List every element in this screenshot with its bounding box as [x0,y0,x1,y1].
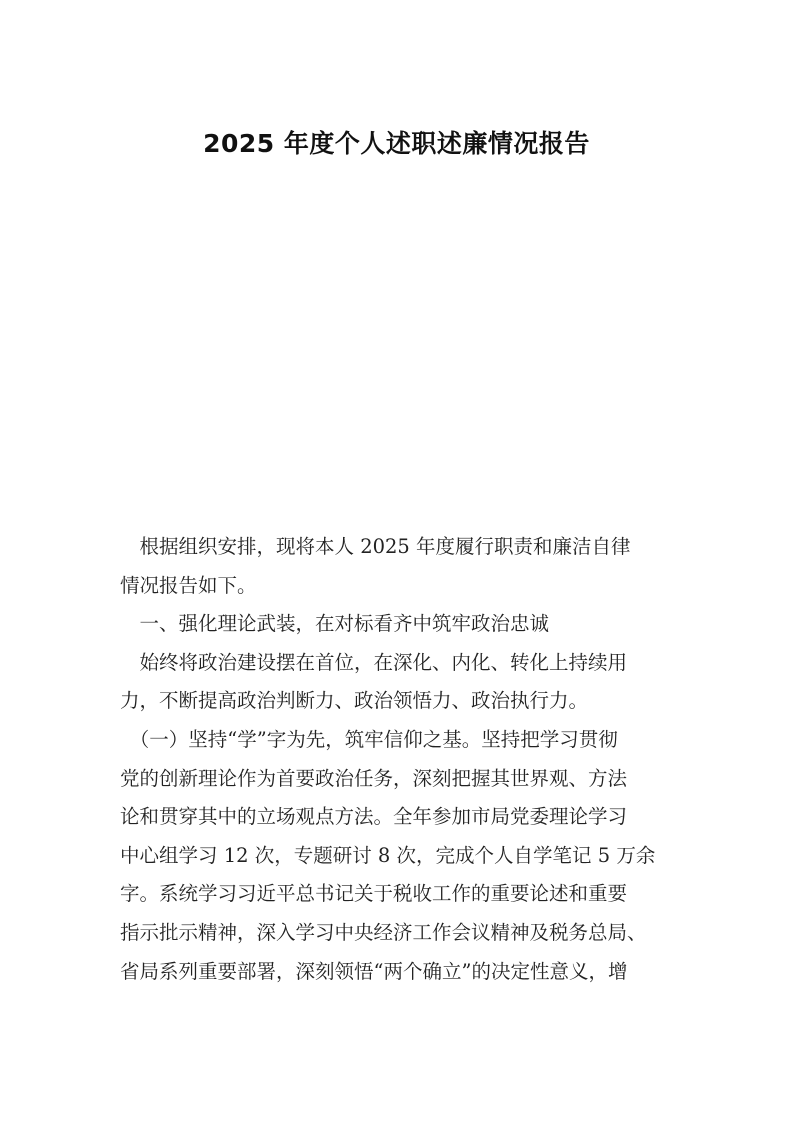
document-body [120,528,680,991]
body-line: 力，不断提高政治判断力、政治领悟力、政治执行力。 [120,689,589,713]
body-line: 情况报告如下。 [120,573,257,597]
body-line: 省局系列重要部署，深刻领悟“两个确立”的决定性意义，增 [120,959,628,983]
body-line: 中心组学习 12 次，专题研讨 8 次，完成个人自学笔记 5 万余 [120,843,656,867]
section-heading: 一、强化理论武装，在对标看齐中筑牢政治忠诚 [120,612,550,636]
body-line: 始终将政治建设摆在首位，在深化、内化、转化上持续用 [120,650,628,674]
body-line: 党的创新理论作为首要政治任务，深刻把握其世界观、方法 [120,766,628,790]
body-line: 根据组织安排，现将本人 2025 年度履行职责和廉洁自律 [120,535,631,558]
body-line: 字。系统学习习近平总书记关于税收工作的重要论述和重要 [120,882,628,906]
body-line: 论和贯穿其中的立场观点方法。全年参加市局党委理论学习 [120,805,628,829]
document-title: 2025 年度个人述职述廉情况报告 [203,129,590,158]
body-line: 指示批示精神，深入学习中央经济工作会议精神及税务总局、 [120,920,647,944]
body-line: （一）坚持“学”字为先，筑牢信仰之基。坚持把学习贯彻 [120,727,618,751]
